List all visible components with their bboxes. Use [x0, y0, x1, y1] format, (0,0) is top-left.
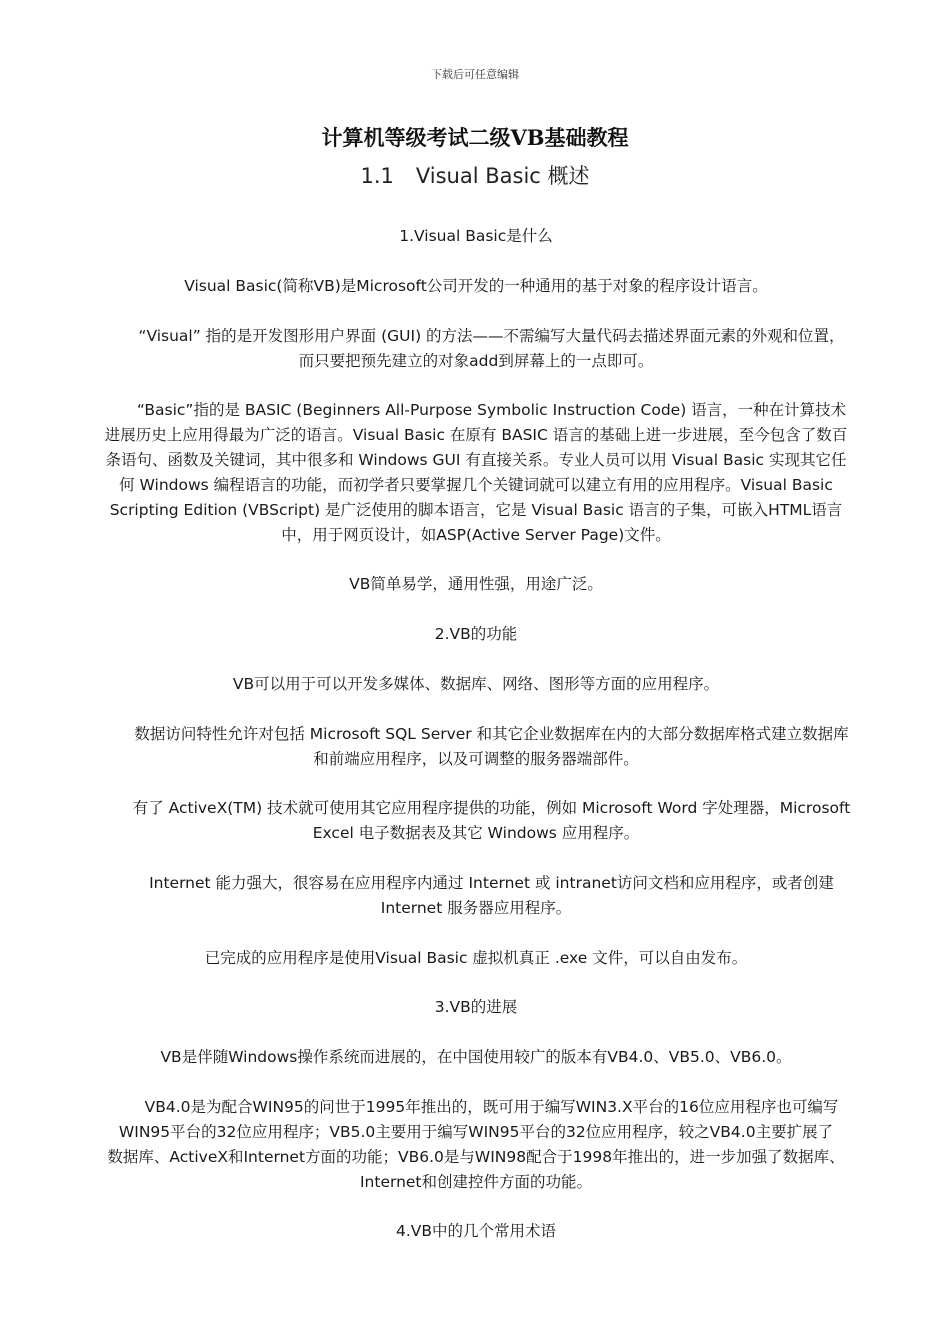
text-line: VB可以用于可以开发多媒体、数据库、网络、图形等方面的应用程序。 — [232, 675, 720, 693]
text-line: VB是伴随Windows操作系统而进展的，在中国使用较广的版本有VB4.0、VB5.0、VB6.0。 — [160, 1048, 792, 1066]
text-line: 有了 ActiveX(TM) 技术就可使用其它应用程序提供的功能，例如 Microsoft Word 字处理器，Microsoft — [132, 799, 851, 817]
text-line: Visual Basic(简称VB)是Microsoft公司开发的一种通用的基于对象的程序设计语言。 — [184, 277, 768, 295]
paragraph-activex — [72, 796, 880, 846]
subheading-vb-functions — [72, 622, 880, 647]
text-line: 数据库、ActiveX和Internet方面的功能；VB6.0是与WIN98配合于1998年推出的，进一步加强了数据库、 — [107, 1148, 845, 1166]
text-line: Internet 服务器应用程序。 — [380, 899, 572, 917]
text-line: 数据访问特性允许对包括 Microsoft SQL Server 和其它企业数据库在内的大部分数据库格式建立数据库 — [134, 725, 849, 743]
paragraph-data-access — [72, 722, 880, 772]
text-line: 已完成的应用程序是使用Visual Basic 虚拟机真正 .exe 文件，可以自由发布。 — [204, 949, 748, 967]
text-line: 进展历史上应用得最为广泛的语言。Visual Basic 在原有 BASIC 语言的基础上进一步进展，至今包含了数百 — [104, 426, 848, 444]
text-line: Scripting Edition (VBScript) 是广泛使用的脚本语言，它是 Visual Basic 语言的子集，可嵌入HTML语言 — [109, 501, 843, 519]
text-line: Excel 电子数据表及其它 Windows 应用程序。 — [312, 824, 640, 842]
text-line: 中，用于网页设计，如ASP(Active Server Page)文件。 — [281, 526, 671, 544]
subheading-vb-terms — [72, 1219, 880, 1244]
text-line: Internet和创建控件方面的功能。 — [359, 1173, 593, 1191]
page-header: 下载后可任意编辑 — [431, 68, 519, 81]
section-name: Visual Basic 概述 — [415, 164, 590, 188]
text-line: 和前端应用程序，以及可调整的服务器端部件。 — [313, 750, 639, 768]
paragraph-basic-meaning — [72, 398, 880, 548]
section-number: 1.1 — [360, 164, 394, 188]
subheading-vb-history — [72, 995, 880, 1020]
text-line: 4.VB中的几个常用术语 — [395, 1222, 557, 1240]
text-line: VB简单易学，通用性强，用途广泛。 — [349, 575, 603, 593]
paragraph-vb-uses — [72, 672, 880, 697]
subheading-what-is-vb — [72, 224, 880, 249]
text-line: WIN95平台的32位应用程序；VB5.0主要用于编写WIN95平台的32位应用程序，较之VB4.0主要扩展了 — [118, 1123, 834, 1141]
text-line: Internet 能力强大，很容易在应用程序内通过 Internet 或 intranet访问文档和应用程序，或者创建 — [149, 874, 834, 892]
text-line: 3.VB的进展 — [434, 998, 518, 1016]
text-line: 1.Visual Basic是什么 — [399, 227, 553, 245]
paragraph-version-details — [72, 1095, 880, 1195]
text-line: VB4.0是为配合WIN95的问世于1995年推出的，既可用于编写WIN3.X平台的16位应用程序也可编写 — [144, 1098, 839, 1116]
document-title: 计算机等级考试二级VB基础教程 — [321, 125, 629, 150]
paragraph-visual-meaning — [72, 324, 880, 374]
text-line: 而只要把预先建立的对象add到屏幕上的一点即可。 — [298, 352, 654, 370]
paragraph-internet — [72, 871, 880, 921]
text-line: 2.VB的功能 — [434, 625, 518, 643]
paragraph-vb-summary — [72, 572, 880, 597]
section-heading — [0, 160, 950, 190]
paragraph-vb-definition — [72, 274, 880, 299]
text-line: 条语句、函数及关键词，其中很多和 Windows GUI 有直接关系。专业人员可以用 Visual Basic 实现其它任 — [105, 451, 847, 469]
text-line: 何 Windows 编程语言的功能，而初学者只要掌握几个关键词就可以建立有用的应用程序。Visual Basic — [119, 476, 833, 494]
text-line: “Visual” 指的是开发图形用户界面 (GUI) 的方法——不需编写大量代码去描述界面元素的外观和位置， — [138, 327, 845, 345]
text-line: “Basic”指的是 BASIC (Beginners All-Purpose Symbolic Instruction Code) 语言，一种在计算技术 — [136, 401, 847, 419]
paragraph-vb-versions — [72, 1045, 880, 1070]
paragraph-exe — [72, 946, 880, 971]
